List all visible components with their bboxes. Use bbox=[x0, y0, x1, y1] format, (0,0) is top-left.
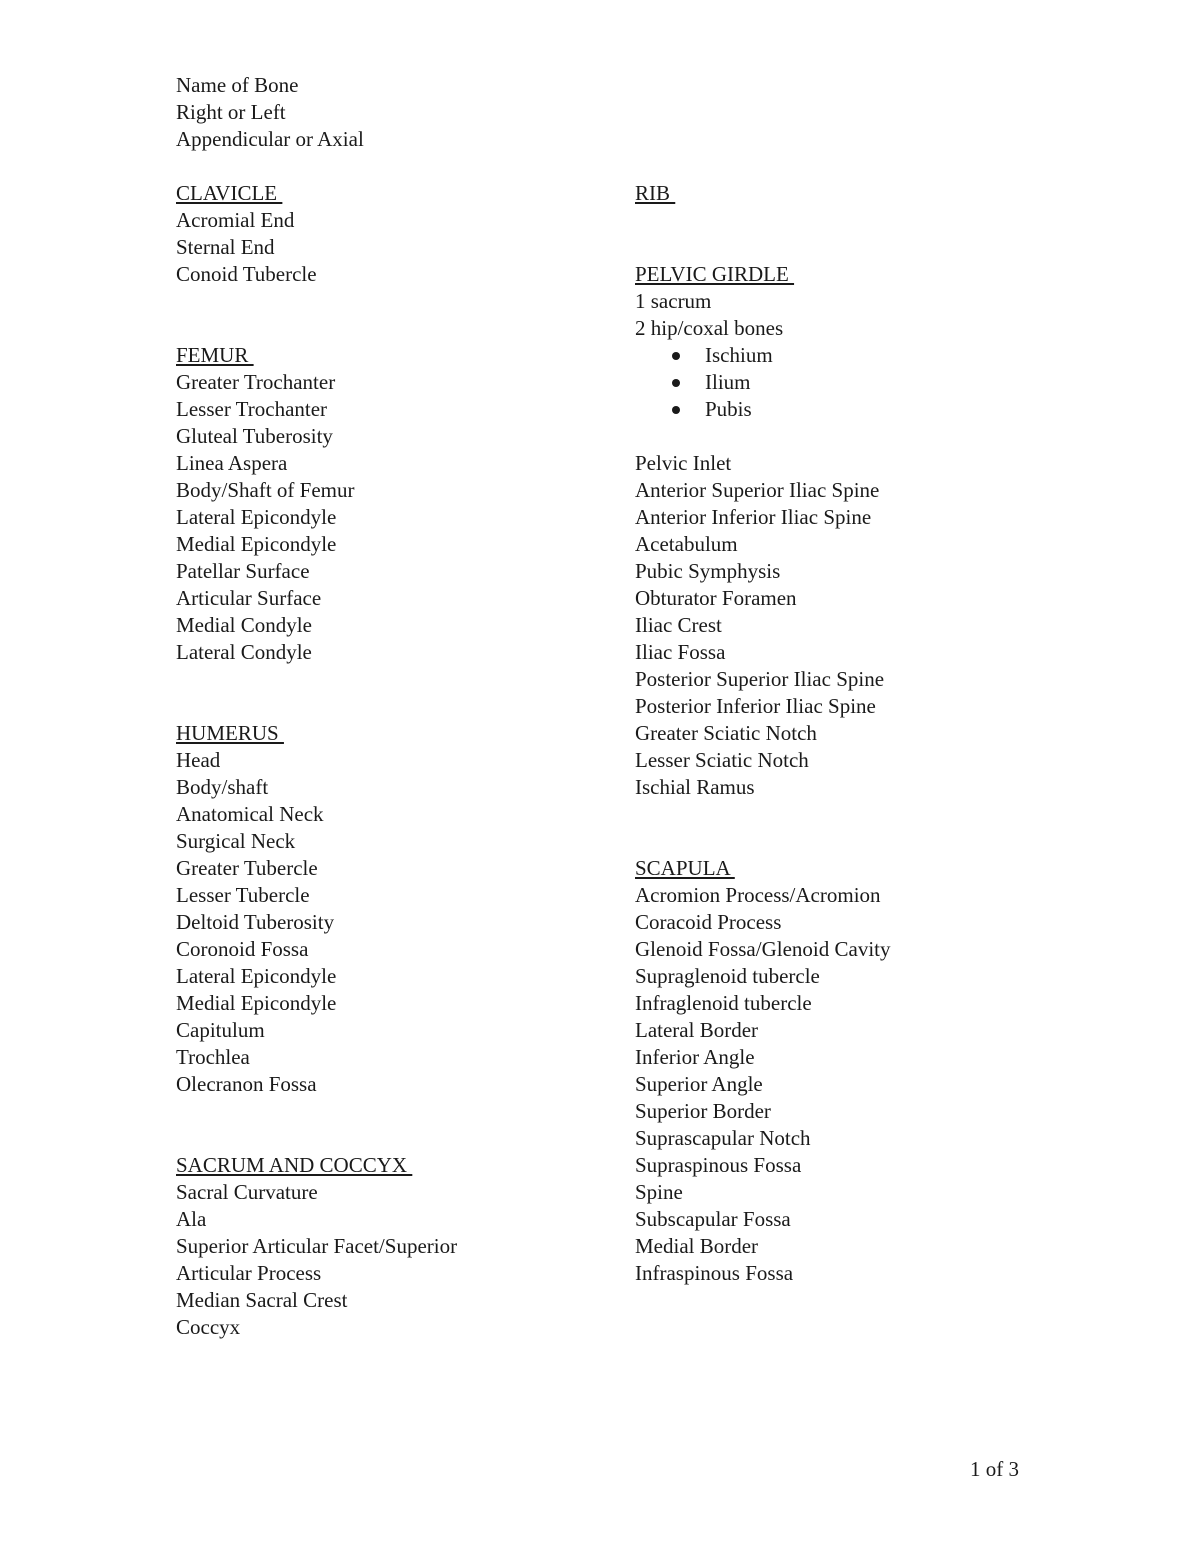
list-item: Ala bbox=[176, 1207, 207, 1231]
section-heading-humerus: HUMERUS bbox=[176, 721, 284, 745]
bullet-item: Ischium bbox=[635, 342, 1055, 369]
list-item: Iliac Crest bbox=[635, 613, 722, 637]
list-item: Pubic Symphysis bbox=[635, 559, 781, 583]
section-heading-scapula: SCAPULA bbox=[635, 856, 735, 880]
section-heading-clavicle: CLAVICLE bbox=[176, 181, 283, 205]
list-item: Posterior Inferior Iliac Spine bbox=[635, 694, 876, 718]
left-column bbox=[176, 180, 606, 1341]
bullet-item: Pubis bbox=[635, 396, 1055, 423]
list-item: Greater Sciatic Notch bbox=[635, 721, 817, 745]
list-item: Inferior Angle bbox=[635, 1045, 755, 1069]
list-item: Supraspinous Fossa bbox=[635, 1153, 802, 1177]
list-item: Lateral Condyle bbox=[176, 640, 312, 664]
list-item: Coronoid Fossa bbox=[176, 937, 309, 961]
section-heading-pelvic-girdle: PELVIC GIRDLE bbox=[635, 262, 795, 286]
list-item: Articular Surface bbox=[176, 586, 322, 610]
list-item: Lateral Border bbox=[635, 1018, 759, 1042]
list-item: Surgical Neck bbox=[176, 829, 296, 853]
list-item: Linea Aspera bbox=[176, 451, 288, 475]
list-item: Lateral Epicondyle bbox=[176, 505, 337, 529]
list-item: Capitulum bbox=[176, 1018, 265, 1042]
bullet-list bbox=[635, 342, 1055, 423]
intro-line: Appendicular or Axial bbox=[176, 127, 364, 151]
list-item: Acromion Process/Acromion bbox=[635, 883, 881, 907]
intro-block bbox=[176, 72, 364, 153]
list-item: Iliac Fossa bbox=[635, 640, 726, 664]
section-heading-femur: FEMUR bbox=[176, 343, 254, 367]
list-item: Anatomical Neck bbox=[176, 802, 324, 826]
list-item: Trochlea bbox=[176, 1045, 250, 1069]
list-item: Coracoid Process bbox=[635, 910, 782, 934]
list-item: Medial Condyle bbox=[176, 613, 312, 637]
list-item: Sternal End bbox=[176, 235, 275, 259]
list-item: Superior Border bbox=[635, 1099, 771, 1123]
list-item: Articular Process bbox=[176, 1261, 322, 1285]
list-item: Superior Articular Facet/Superior bbox=[176, 1234, 458, 1258]
list-item: Head bbox=[176, 748, 221, 772]
list-item: Deltoid Tuberosity bbox=[176, 910, 335, 934]
list-item: Patellar Surface bbox=[176, 559, 310, 583]
right-column bbox=[635, 180, 1055, 1287]
list-item: Posterior Superior Iliac Spine bbox=[635, 667, 885, 691]
list-item: Suprascapular Notch bbox=[635, 1126, 811, 1150]
list-item: Lesser Sciatic Notch bbox=[635, 748, 809, 772]
list-item: Acetabulum bbox=[635, 532, 738, 556]
list-item: Median Sacral Crest bbox=[176, 1288, 348, 1312]
intro-line: Right or Left bbox=[176, 100, 286, 124]
list-item: Gluteal Tuberosity bbox=[176, 424, 333, 448]
list-item: Conoid Tubercle bbox=[176, 262, 317, 286]
list-item: Medial Epicondyle bbox=[176, 991, 337, 1015]
list-item: Infraspinous Fossa bbox=[635, 1261, 794, 1285]
list-item: Ischial Ramus bbox=[635, 775, 755, 799]
list-item: Body/shaft bbox=[176, 775, 269, 799]
list-item: Body/Shaft of Femur bbox=[176, 478, 355, 502]
page-number: 1 of 3 bbox=[970, 1457, 1019, 1481]
list-item: Supraglenoid tubercle bbox=[635, 964, 820, 988]
list-item: Medial Border bbox=[635, 1234, 759, 1258]
list-item: Spine bbox=[635, 1180, 683, 1204]
list-item: Sacral Curvature bbox=[176, 1180, 318, 1204]
list-item: Lateral Epicondyle bbox=[176, 964, 337, 988]
intro-line: Name of Bone bbox=[176, 73, 299, 97]
section-heading-rib: RIB bbox=[635, 181, 676, 205]
bullet-item: Ilium bbox=[635, 369, 1055, 396]
list-item: Acromial End bbox=[176, 208, 295, 232]
section-heading-sacrum: SACRUM AND COCCYX bbox=[176, 1153, 413, 1177]
list-item: Superior Angle bbox=[635, 1072, 763, 1096]
list-item: Anterior Superior Iliac Spine bbox=[635, 478, 880, 502]
list-item: 2 hip/coxal bones bbox=[635, 316, 784, 340]
list-item: Lesser Tubercle bbox=[176, 883, 310, 907]
list-item: Coccyx bbox=[176, 1315, 241, 1339]
list-item: Olecranon Fossa bbox=[176, 1072, 317, 1096]
list-item: Infraglenoid tubercle bbox=[635, 991, 812, 1015]
list-item: Anterior Inferior Iliac Spine bbox=[635, 505, 872, 529]
list-item: 1 sacrum bbox=[635, 289, 712, 313]
list-item: Subscapular Fossa bbox=[635, 1207, 791, 1231]
list-item: Greater Trochanter bbox=[176, 370, 336, 394]
list-item: Lesser Trochanter bbox=[176, 397, 328, 421]
list-item: Greater Tubercle bbox=[176, 856, 318, 880]
list-item: Obturator Foramen bbox=[635, 586, 797, 610]
list-item: Glenoid Fossa/Glenoid Cavity bbox=[635, 937, 891, 961]
list-item: Pelvic Inlet bbox=[635, 451, 732, 475]
list-item: Medial Epicondyle bbox=[176, 532, 337, 556]
